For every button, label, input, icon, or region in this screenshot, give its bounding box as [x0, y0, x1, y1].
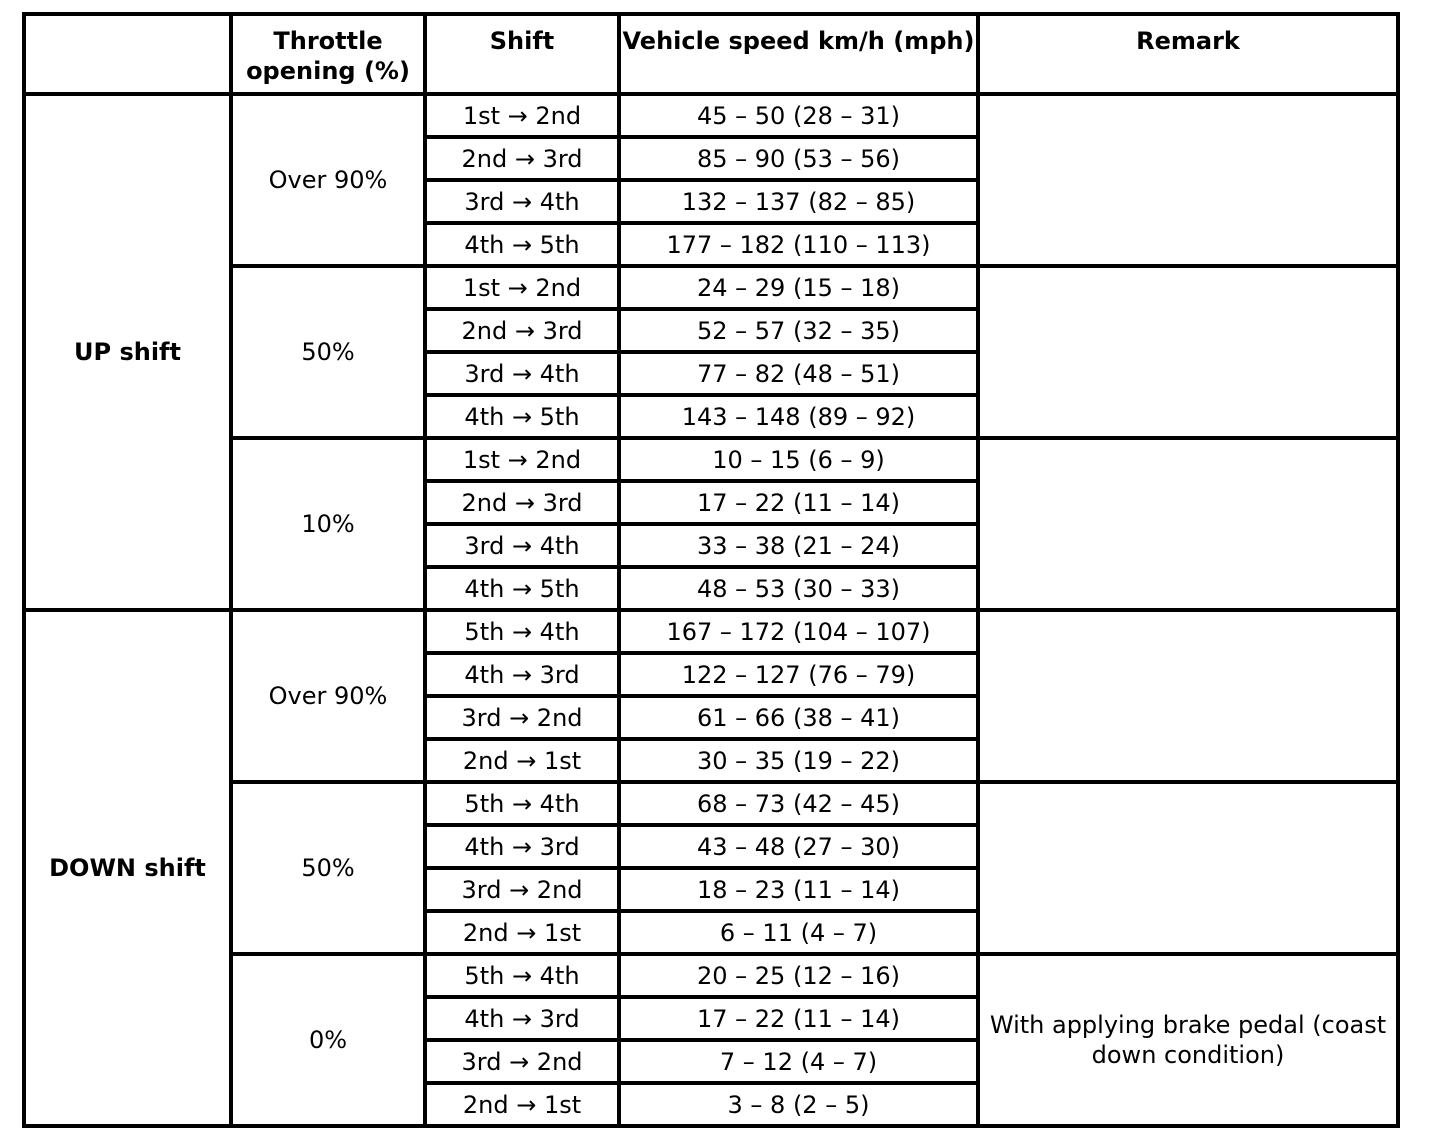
speed-cell: 6 – 11 (4 – 7): [619, 911, 978, 954]
speed-cell: 52 – 57 (32 – 35): [619, 309, 978, 352]
speed-cell: 3 – 8 (2 – 5): [619, 1083, 978, 1126]
speed-cell: 17 – 22 (11 – 14): [619, 481, 978, 524]
speed-cell: 10 – 15 (6 – 9): [619, 438, 978, 481]
table-row: [24, 782, 1398, 825]
shift-cell: 2nd → 3rd: [425, 309, 619, 352]
remark-cell: [978, 782, 1398, 954]
speed-cell: 61 – 66 (38 – 41): [619, 696, 978, 739]
throttle-label: Over 90%: [231, 610, 425, 782]
header-shift: Shift: [425, 14, 619, 94]
shift-cell: 3rd → 4th: [425, 524, 619, 567]
throttle-label: 50%: [231, 782, 425, 954]
speed-cell: 7 – 12 (4 – 7): [619, 1040, 978, 1083]
shift-cell: 3rd → 2nd: [425, 696, 619, 739]
table-row: [24, 438, 1398, 481]
remark-cell-coast-down: With applying brake pedal (coast down condition): [978, 954, 1398, 1126]
shift-cell: 2nd → 1st: [425, 911, 619, 954]
throttle-label: 0%: [231, 954, 425, 1126]
shift-cell: 3rd → 4th: [425, 180, 619, 223]
shift-cell: 3rd → 2nd: [425, 1040, 619, 1083]
shift-cell: 1st → 2nd: [425, 266, 619, 309]
shift-cell: 1st → 2nd: [425, 94, 619, 137]
speed-cell: 143 – 148 (89 – 92): [619, 395, 978, 438]
table-row: [24, 94, 1398, 137]
shift-cell: 3rd → 2nd: [425, 868, 619, 911]
header-row: [24, 14, 1398, 94]
shift-cell: 2nd → 3rd: [425, 481, 619, 524]
speed-cell: 24 – 29 (15 – 18): [619, 266, 978, 309]
shift-cell: 4th → 5th: [425, 223, 619, 266]
throttle-label: Over 90%: [231, 94, 425, 266]
remark-cell: [978, 266, 1398, 438]
shift-cell: 2nd → 1st: [425, 739, 619, 782]
speed-cell: 20 – 25 (12 – 16): [619, 954, 978, 997]
shift-cell: 1st → 2nd: [425, 438, 619, 481]
shift-cell: 5th → 4th: [425, 610, 619, 653]
header-remark: Remark: [978, 14, 1398, 94]
speed-cell: 17 – 22 (11 – 14): [619, 997, 978, 1040]
remark-cell: [978, 94, 1398, 266]
speed-cell: 48 – 53 (30 – 33): [619, 567, 978, 610]
speed-cell: 18 – 23 (11 – 14): [619, 868, 978, 911]
shift-speed-table: [22, 12, 1400, 1128]
shift-cell: 5th → 4th: [425, 782, 619, 825]
speed-cell: 167 – 172 (104 – 107): [619, 610, 978, 653]
throttle-label: 10%: [231, 438, 425, 610]
shift-cell: 4th → 5th: [425, 567, 619, 610]
speed-cell: 33 – 38 (21 – 24): [619, 524, 978, 567]
shift-cell: 4th → 3rd: [425, 997, 619, 1040]
table-row: [24, 954, 1398, 997]
header-group: [24, 14, 231, 94]
speed-cell: 45 – 50 (28 – 31): [619, 94, 978, 137]
speed-cell: 85 – 90 (53 – 56): [619, 137, 978, 180]
speed-cell: 132 – 137 (82 – 85): [619, 180, 978, 223]
shift-cell: 2nd → 1st: [425, 1083, 619, 1126]
group-label-up-shift: UP shift: [24, 94, 231, 610]
speed-cell: 30 – 35 (19 – 22): [619, 739, 978, 782]
shift-cell: 4th → 3rd: [425, 825, 619, 868]
speed-cell: 68 – 73 (42 – 45): [619, 782, 978, 825]
speed-cell: 122 – 127 (76 – 79): [619, 653, 978, 696]
table-row: [24, 266, 1398, 309]
throttle-label: 50%: [231, 266, 425, 438]
speed-cell: 177 – 182 (110 – 113): [619, 223, 978, 266]
speed-cell: 77 – 82 (48 – 51): [619, 352, 978, 395]
remark-cell: [978, 610, 1398, 782]
remark-cell: [978, 438, 1398, 610]
shift-cell: 4th → 3rd: [425, 653, 619, 696]
shift-cell: 2nd → 3rd: [425, 137, 619, 180]
header-throttle-opening: Throttle opening (%): [231, 14, 425, 94]
shift-cell: 3rd → 4th: [425, 352, 619, 395]
table-row: [24, 610, 1398, 653]
header-vehicle-speed: Vehicle speed km/h (mph): [619, 14, 978, 94]
shift-cell: 4th → 5th: [425, 395, 619, 438]
group-label-down-shift: DOWN shift: [24, 610, 231, 1126]
speed-cell: 43 – 48 (27 – 30): [619, 825, 978, 868]
shift-cell: 5th → 4th: [425, 954, 619, 997]
